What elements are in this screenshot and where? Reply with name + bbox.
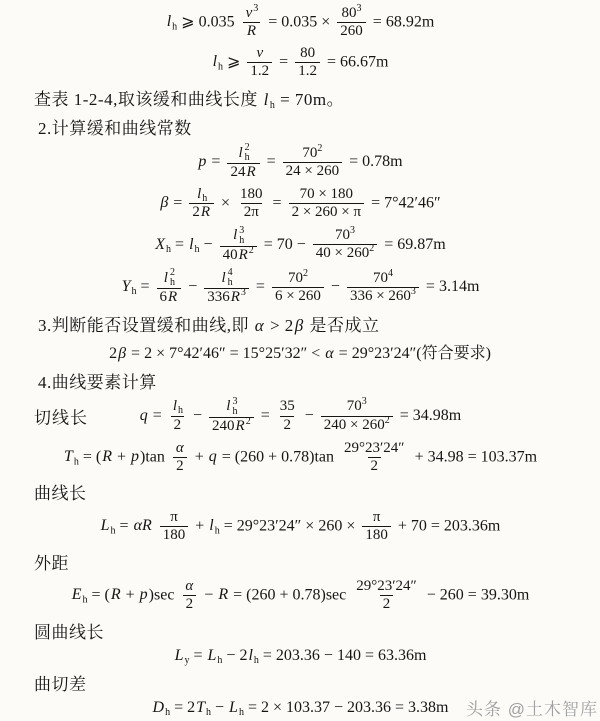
fraction-numerator: 29°23′24″ (344, 439, 405, 456)
fraction-denominator: $40 \times 260^2$ (313, 244, 377, 262)
equation: $l_h$ ⩾ 0.035 $\frac{v^3}{R}$ = 0.035 × $\frac{80^3}{260}$ = 68.92m (166, 3, 435, 40)
fraction-numerator: 80 (300, 44, 316, 61)
line-text: 3.判断能否设置缓和曲线,即 α > 2β 是否成立 (38, 316, 380, 335)
subsup-variable: l 4 h (221, 267, 233, 289)
fraction (209, 397, 254, 435)
fraction-denominator: 6 × 260 (272, 287, 324, 305)
fraction-numerator: $70^2$ (302, 142, 323, 161)
fraction-denominator: 6R (157, 288, 182, 306)
equation-row (0, 509, 600, 545)
fraction (169, 398, 186, 434)
equation-label-line (0, 670, 600, 695)
equation: 2β = 2 × 7°42′46″ = 15°25′32″ < α = 29°23′24″(符合要求) (109, 345, 491, 363)
equation-row (0, 45, 600, 81)
fraction-denominator: $336 \times 260^3$ (347, 287, 419, 305)
section-heading (0, 368, 600, 393)
fraction-numerator (160, 268, 178, 288)
equation-row (0, 440, 600, 476)
fraction-numerator: α (175, 439, 184, 456)
fraction-denominator: $336R^3$ (204, 288, 249, 306)
equation: p = l 2 h 24R = $\frac{70^2}{24 \times 260}$ = 0.78m (198, 142, 403, 181)
fraction-numerator: $l_h$ (197, 185, 208, 204)
fraction (242, 5, 262, 41)
line-text: 曲线长 (34, 484, 87, 504)
equation-row (0, 647, 600, 665)
equation-label-line (0, 618, 600, 643)
line-text: 圆曲线长 (34, 622, 104, 642)
fraction (160, 509, 189, 545)
fraction-numerator: $l_h$ (172, 398, 183, 417)
fraction-denominator: $40R^2$ (220, 246, 257, 264)
fraction-numerator (229, 226, 247, 246)
fraction-denominator: 180 (362, 526, 391, 544)
fraction-denominator: $240 \times 260^2$ (321, 416, 393, 434)
equation-row (0, 186, 600, 222)
fraction (220, 226, 257, 264)
fraction-denominator: 2 × 260 × π (289, 203, 365, 221)
line-text: 外距 (34, 553, 69, 573)
equation-row (0, 5, 600, 41)
fraction (289, 186, 365, 222)
fraction (353, 578, 420, 614)
fraction (272, 267, 324, 306)
fraction-denominator: 2R (189, 203, 214, 221)
subsup-variable: l 2 h (163, 267, 175, 289)
fraction (283, 142, 342, 181)
fraction-numerator: $v^3$ (245, 3, 259, 21)
equation-row (0, 340, 600, 363)
equation-label-line (0, 479, 600, 504)
fraction-numerator: 180 (240, 185, 263, 202)
fraction (227, 143, 259, 181)
fraction (347, 267, 419, 306)
fraction (341, 440, 408, 476)
equation: $l_h$ ⩾ $\frac{v}{1.2}$ = $\frac{80}{1.2}$ = 66.67m (212, 44, 389, 80)
equation-label-line (0, 549, 600, 574)
fraction-numerator: π (170, 508, 178, 525)
fraction-numerator (234, 143, 252, 163)
equation-row (0, 578, 600, 614)
equation: β = $\frac{l_h}{2R}$ × $\frac{180}{2\pi}$ = $\frac{70 \times 180}{2 \times 260 \times \pi}$ = 7°42′46″ (160, 185, 441, 221)
fraction (157, 268, 182, 306)
fraction (204, 268, 249, 306)
equation: $X_h = l_h$ − l 3 h $40R^2$ = 70 − $\frac{70^3}{40 \times 260^2}$ = 69.87m (155, 224, 446, 263)
equation: $E_h = (R + p)\sec$ $\frac{\alpha}{2}$ − R = (260 + 0.78)sec $\frac{29^\circ 23'24''}{2}$ − 260 = 39.30m (71, 578, 530, 613)
fraction-numerator: $70^3$ (335, 225, 356, 244)
fraction-denominator: 24R (227, 163, 259, 181)
fraction-numerator: 35 (279, 398, 295, 415)
subsup-variable: l 3 h (226, 396, 238, 418)
equation: $L_h = \alpha R$ $\frac{\pi}{180}$ + $l_h = 29^\circ 23'24'' \times 260$ × $\frac{\pi}{180}$ + 70 = 203.36m (100, 508, 501, 544)
fraction-denominator: 2 (173, 457, 187, 475)
equation: $T_h = (R + p)\tan$ $\frac{\alpha}{2}$ + q = (260 + 0.78)tan $\frac{29^\circ 23'24''}{2}$ + 34.98 = 103.37m (63, 439, 538, 474)
fraction-numerator: α (185, 578, 194, 594)
subsup-variable: l 2 h (238, 142, 250, 164)
line-text: 4.曲线要素计算 (38, 372, 157, 392)
fraction-denominator: 1.2 (295, 62, 320, 80)
fraction-denominator: 180 (160, 526, 189, 544)
equation-row (0, 143, 600, 181)
fraction-denominator: 2 (280, 416, 294, 434)
fraction-numerator: $70^3$ (346, 396, 367, 415)
fraction-denominator: 1.2 (247, 62, 272, 80)
fraction-numerator: $70^2$ (287, 267, 308, 286)
line-text: 曲切差 (34, 674, 87, 694)
section-heading (0, 311, 600, 336)
fraction (337, 5, 366, 41)
fraction-denominator: 2 (368, 457, 382, 475)
fraction-numerator (222, 397, 240, 417)
fraction (189, 186, 214, 222)
fraction-numerator: $80^3$ (341, 3, 362, 21)
line-text: 查表 1-2-4,取该缓和曲线长度 $l_h = 70m$。 (34, 89, 345, 111)
fraction-numerator: v (256, 44, 264, 61)
equation-label: 切线长 (34, 408, 88, 428)
fraction-denominator: 24 × 260 (283, 162, 342, 180)
text-line (0, 85, 600, 110)
line-text: 2.计算缓和曲线常数 (38, 119, 192, 139)
fraction-denominator: 2 (171, 416, 185, 434)
fraction (321, 398, 393, 434)
equation: q = $\frac{l_h}{2}$ − l 3 h $240R^2$ = $\frac{35}{2}$ − $\frac{70^3}{240 \times 260^2}$ = 34.98m (139, 396, 462, 435)
fraction-numerator: 70 × 180 (299, 185, 354, 202)
fraction-denominator: $240R^2$ (209, 417, 254, 435)
equation: $Y_h$ = l 2 h 6R − l 4 h $336R^3$ = $\frac{70^2}{6 \times 260}$ − $\frac{70^4}{336 \times 260^3}$ = 3.14m (121, 267, 480, 306)
subsup-variable: l 3 h (233, 224, 245, 246)
section-heading (0, 114, 600, 139)
fraction-denominator: R (243, 22, 260, 40)
equation: $L_y = L_h - 2l_h = 203.36 - 140 = 63.36m$ (174, 647, 427, 667)
fraction-numerator: $70^4$ (372, 267, 393, 286)
fraction (181, 578, 197, 614)
fraction-denominator: 260 (337, 22, 366, 40)
fraction-denominator: 2 (380, 595, 394, 613)
equation-row (0, 397, 600, 435)
fraction-denominator: 2π (241, 203, 262, 221)
fraction (295, 45, 320, 81)
fraction-numerator (218, 268, 236, 288)
watermark: 头条 @土木智库 (466, 700, 598, 719)
equation: $D_h = 2T_h - L_h = 2 \times 103.37 - 203.36 = 3.38m$ (152, 698, 449, 718)
fraction-denominator: 2 (183, 595, 197, 613)
fraction (313, 227, 377, 263)
fraction (362, 509, 391, 545)
fraction-numerator: 29°23′24″ (356, 578, 417, 594)
fraction (277, 398, 298, 434)
fraction-numerator: π (372, 508, 381, 525)
fraction (172, 440, 188, 476)
equation-row (0, 268, 600, 306)
equation-row (0, 226, 600, 264)
fraction (247, 45, 272, 81)
fraction (237, 186, 266, 222)
